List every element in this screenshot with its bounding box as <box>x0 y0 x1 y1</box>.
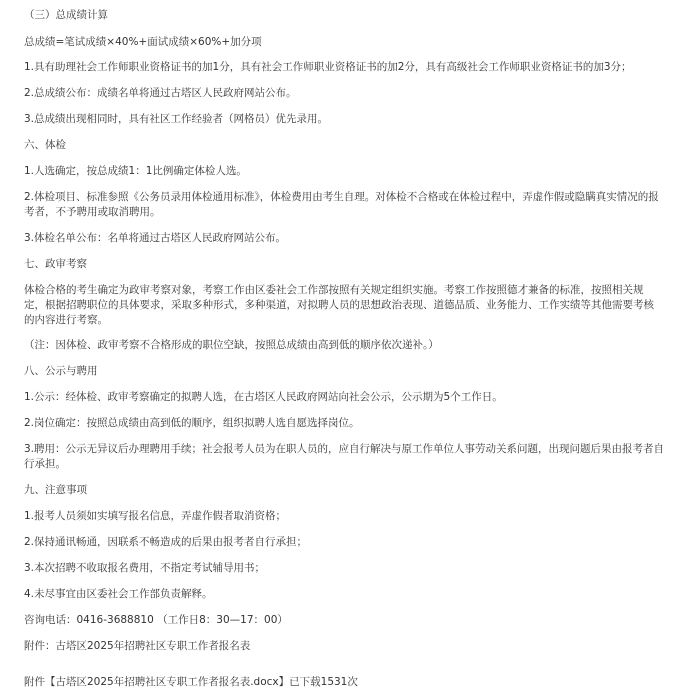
hire-text: 3.聘用：公示无异议后办理聘用手续；社会报考人员为在职人员的，应自行解决与原工作单位人事劳动关系问题，出现问题后果由报考者自行承担。 <box>24 443 665 470</box>
note-item: 2.保持通讯畅通，因联系不畅造成的后果由报考者自行承担； <box>24 536 308 548</box>
section-heading-political-review: 七、政审考察 <box>24 258 87 270</box>
review-note: （注：因体检、政审考察不合格形成的职位空缺，按照总成绩由高到低的顺序依次递补。） <box>24 339 439 351</box>
note-item: 3.本次招聘不收取报名费用，不指定考试辅导用书； <box>24 562 266 574</box>
attachment-prefix: 附件【 <box>24 676 56 688</box>
section-heading-notes: 九、注意事项 <box>24 484 87 496</box>
note-item: 4.未尽事宜由区委社会工作部负责解释。 <box>24 588 213 600</box>
download-count: 】已下载1531次 <box>278 676 358 688</box>
post-selection: 2.岗位确定：按照总成绩由高到低的顺序，组织拟聘人选自愿选择岗位。 <box>24 417 360 429</box>
score-formula: 总成绩=笔试成绩×40%+面试成绩×60%+加分项 <box>24 36 262 48</box>
attachment-download-line <box>24 675 664 690</box>
bonus-rule: 1.具有助理社会工作师职业资格证书的加1分，具有社会工作师职业资格证书的加2分，具有高级社会工作师职业资格证书的加3分； <box>24 61 632 73</box>
attachment-download-link[interactable]: 古塔区2025年招聘社区专职工作者报名表.docx <box>55 676 279 688</box>
exam-ratio: 1.人选确定，按总成绩1：1比例确定体检人选。 <box>24 165 247 177</box>
score-publish: 2.总成绩公布：成绩名单将通过古塔区人民政府网站公布。 <box>24 87 297 99</box>
section-heading-total-score: （三）总成绩计算 <box>24 9 108 21</box>
notice-text: 1.公示：经体检、政审考察确定的拟聘人选，在古塔区人民政府网站向社会公示，公示期为5个工作日。 <box>24 391 503 403</box>
note-item: 1.报考人员须如实填写报名信息，弄虚作假者取消资格； <box>24 510 287 522</box>
exam-list: 3.体检名单公布：名单将通过古塔区人民政府网站公布。 <box>24 232 287 244</box>
attachment-label: 附件：古塔区2025年招聘社区专职工作者报名表 <box>24 640 251 652</box>
tie-rule: 3.总成绩出现相同时，具有社区工作经验者（网格员）优先录用。 <box>24 113 329 125</box>
exam-items: 2.体检项目、标准参照《公务员录用体检通用标准》，体检费用由考生自理。对体检不合格或在体检过程中，弄虚作假或隐瞒真实情况的报考者，不予聘用或取消聘用。 <box>24 191 659 218</box>
review-text: 体检合格的考生确定为政审考察对象，考察工作由区委社会工作部按照有关规定组织实施。考察工作按照德才兼备的标准，按照相关规定，根据招聘职位的具体要求，采取多种形式，多种渠道，对拟聘人员的思想政治表现、道德品质、业务能力、工作实绩等其他需要考核的内容进行考察。 <box>24 284 654 326</box>
section-heading-notice-hire: 八、公示与聘用 <box>24 365 98 377</box>
section-heading-physical-exam: 六、体检 <box>24 139 66 151</box>
contact-phone: 咨询电话：0416-3688810 （工作日8：30—17：00） <box>24 614 288 626</box>
